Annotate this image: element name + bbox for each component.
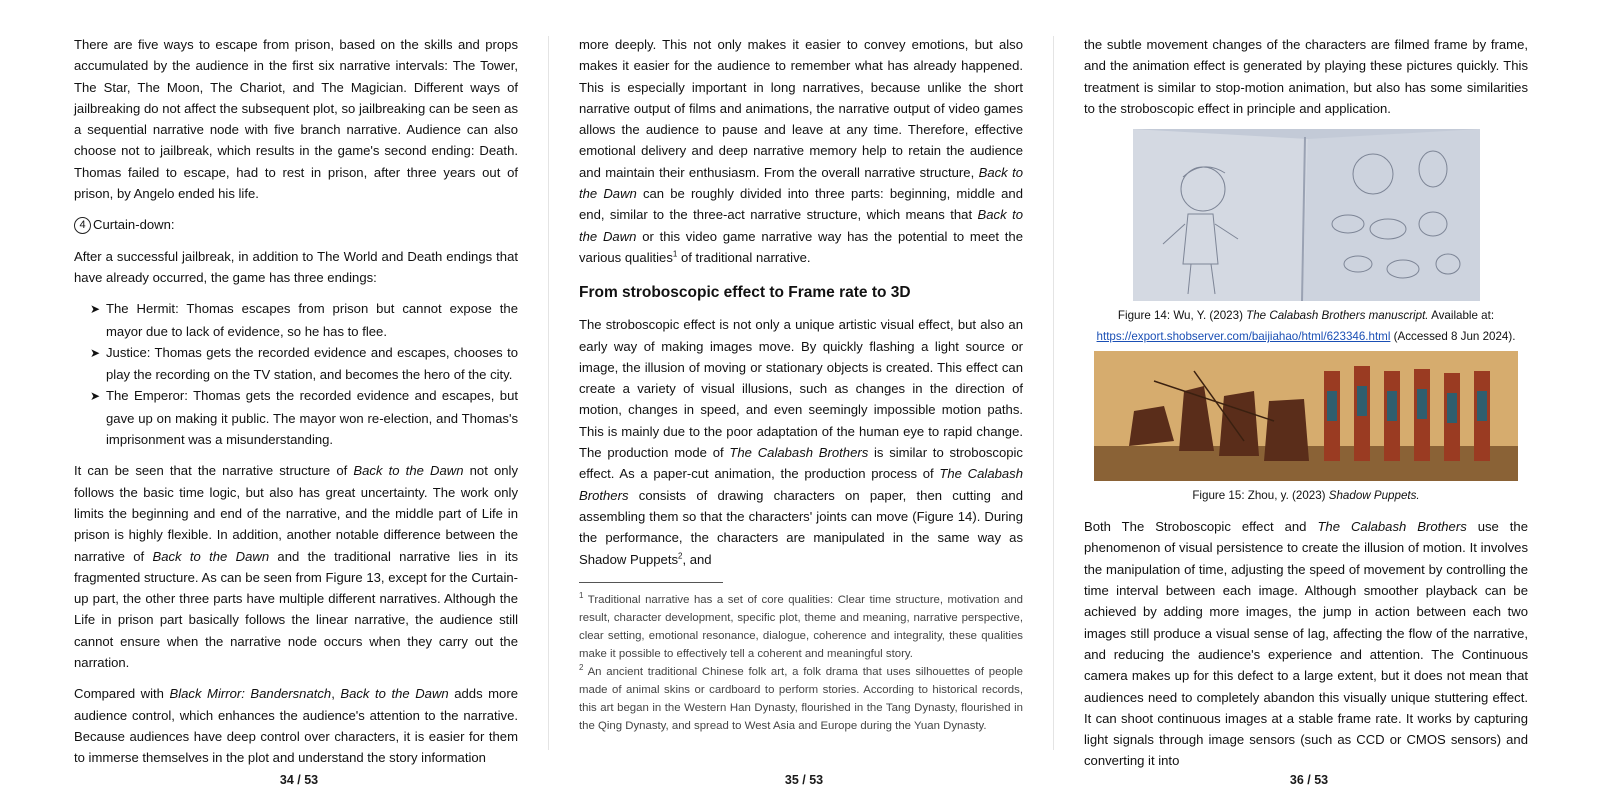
figure-caption: Figure 14: Wu, Y. (2023) The Calabash Brothers manuscript. Available at: (1117, 309, 1495, 323)
page-34 (74, 34, 518, 766)
figure-caption: Figure 15: Zhou, y. (2023) Shadow Puppets. (1192, 489, 1420, 503)
step-label: Curtain-down: (93, 217, 175, 233)
footnote-ref[interactable]: 1 (672, 249, 678, 259)
page-divider-right (1053, 36, 1054, 750)
circled-number-icon: 4 (74, 217, 91, 234)
footnote-ref[interactable]: 2 (678, 551, 683, 561)
figure-caption-link-line: https://export.shobserver.com/baijiahao/html/623346.html (Accessed 8 Jun 2024). (1096, 330, 1516, 344)
shadow-puppets-image (1094, 351, 1518, 481)
section-step-curtain-down (74, 214, 518, 235)
page-36 (1084, 34, 1528, 769)
page-divider-left (548, 36, 549, 750)
calabash-manuscript-image (1133, 129, 1480, 301)
endings-list (74, 298, 518, 450)
arrowhead-bullet-icon: ➤ (90, 389, 101, 404)
paragraph: There are five ways to escape from prison, based on the skills and props accumulated by the audience in the first six narrative intervals: The Tower, The Star, The Moon, The Chariot, and The Magician. Different ways of jailbreaking do not affect the subsequent plot, so jailbreaking can be seen as a sequential narrative node with five branch narrative. Audience can also choose not to jailbreak, which results in the game's second ending: Death. Thomas failed to escape, had to rest in prison, after three years out of prison, by Angelo ended his life. (74, 37, 518, 202)
paragraph: The stroboscopic effect is not only a unique artistic visual effect, but also an early way of making images move. By quickly flashing a light source or image, the illusion of moving or stationary objects is created. This effect can create a variety of visual illusions, such as changes in the direction of motion, changes in speed, and even seemingly impossible motion paths. This is mainly due to the poor adaptation of the human eye to rapid change. The production mode of The Calabash Brothers is similar to stroboscopic effect. As a paper-cut animation, the production process of The Calabash Brothers consists of drawing characters on paper, then cutting and assembling them so that the characters' joints can move (Figure 14). During the performance, the characters are manipulated in the same way as Shadow Puppets$^2$, and (579, 317, 1023, 567)
footnote-rule (579, 582, 723, 583)
list-item: ➤ The Hermit: Thomas escapes from prison but cannot expose the mayor due to lack of evidence, so he has to flee. (90, 301, 518, 339)
paragraph: more deeply. This not only makes it easier to convey emotions, but also makes it easier for the audience to remember what has already happened. This is especially important in long narratives, because unlike the short narrative output of films and animations, the narrative output of video games allows the audience to pause and leave at any time. Therefore, effective emotional delivery and deep narrative memory help to retain the audience and maintain their enthusiasm. From the overall narrative structure, Back to the Dawn can be roughly divided into three parts: beginning, middle and end, similar to the three-act narrative structure, which means that Back to the Dawn or this video game narrative way has the potential to meet the various qualities$^1$ of traditional narrative. (579, 37, 1023, 265)
page-number: 36 / 53 (1289, 773, 1329, 787)
page-35 (579, 34, 1023, 752)
paragraph: After a successful jailbreak, in addition to The World and Death endings that have already occurred, the game has three endings: (74, 248, 518, 285)
sketchbook-drawing-image (1133, 129, 1480, 301)
figure-source-link[interactable]: https://export.shobserver.com/baijiahao/html/623346.html (1096, 330, 1391, 344)
paragraph: Both The Stroboscopic effect and The Calabash Brothers use the phenomenon of visual persistence to create the illusion of motion. It involves the manipulation of time, adjusting the speed of movement by controlling the time interval between each image. Although smoother playback can be achieved by adding more images, the jump in action between each two images still produce a visual sense of lag, affecting the flow of the narrative, and reducing the audience's experience and attention. The Continuous camera makes up for this defect to a large extent, but it does not mean that audiences need to completely abandon this visually unique stuttering effect. It can shoot continuous images at a stable frame rate. It works by capturing light signals through image sensors (such as CCD or CMOS sensors) and converting it into (1084, 519, 1528, 769)
page-number: 35 / 53 (784, 773, 824, 787)
shadow-puppets-photo (1094, 351, 1518, 481)
page-number: 34 / 53 (279, 773, 319, 787)
paragraph: It can be seen that the narrative structure of Back to the Dawn not only follows the basic time logic, but also has great uncertainty. The work only limits the beginning and end of the narrative, and the middle part of Life in prison is highly flexible. In addition, another notable difference between the narrative of Back to the Dawn and the traditional narrative lies in its fragmented structure. As can be seen from Figure 13, except for the Curtain-up part, the other three parts have multiple different narratives. Although the Life in prison part basically follows the linear narrative, the audience still cannot ensure when the narrative node occurs when they carry out the narration. (74, 463, 518, 671)
list-item: ➤ The Emperor: Thomas gets the recorded evidence and escapes, but gave up on making it public. The mayor won re-election, and Thomas's imprisonment was a misunderstanding. (90, 388, 518, 448)
footnote: $^2$ An ancient traditional Chinese folk art, a folk drama that uses silhouettes of people made of animal skins or cardboard to perform stories. According to historical records, this art began in the Western Han Dynasty, flourished in the Tang Dynasty, flourished in the Qing Dynasty, and spread to West Asia and Europe during the Yuan Dynasty. (579, 663, 1023, 732)
section-heading: From stroboscopic effect to Frame rate to 3D (579, 284, 911, 302)
arrowhead-bullet-icon: ➤ (90, 345, 101, 360)
paragraph: the subtle movement changes of the characters are filmed frame by frame, and the animation effect is generated by playing these pictures quickly. This treatment is similar to stop-motion animation, but also has some similarities to the stroboscopic effect in principle and application. (1084, 37, 1528, 116)
list-item: ➤ Justice: Thomas gets the recorded evidence and escapes, chooses to play the recording on the TV station, and becomes the hero of the city. (90, 344, 518, 383)
arrowhead-bullet-icon: ➤ (90, 302, 101, 317)
footnote: $^1$ Traditional narrative has a set of core qualities: Clear time structure, motivation and result, character development, specific plot, theme and meaning, narrative perspective, clear setting, emotional resonance, dialogue, coherence and integrality, these qualities make it possible to effectively tell a coherent and meaningful story. (579, 591, 1023, 660)
paragraph: Compared with Black Mirror: Bandersnatch, Back to the Dawn adds more audience control, which enhances the audience's attention to the narrative. Because audiences have deep control over characters, it is easier for them to immerse themselves in the plot and understand the story information (74, 686, 518, 766)
